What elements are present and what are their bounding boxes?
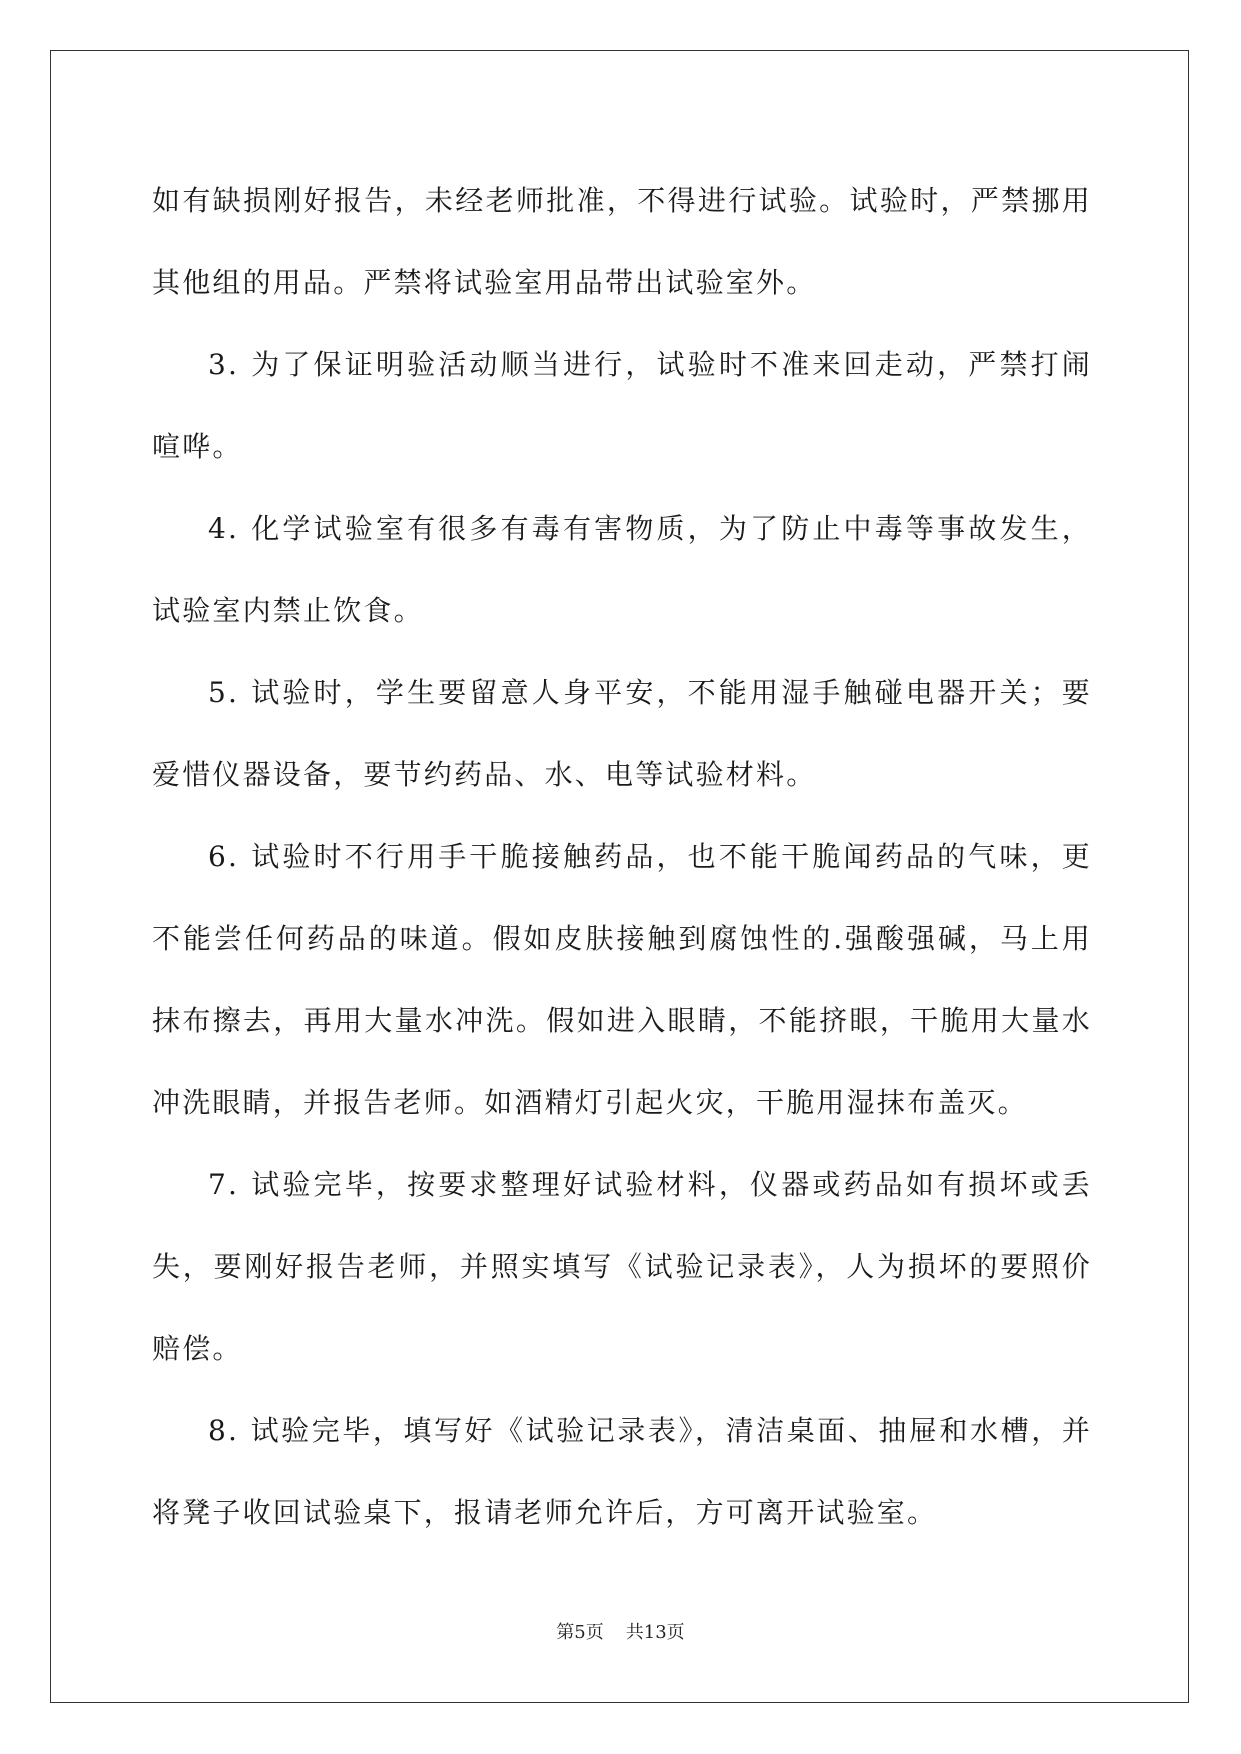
page-number: 第5页: [556, 1622, 604, 1643]
page-footer: [0, 1618, 1241, 1644]
document-body: [152, 160, 1092, 1554]
paragraph-continuation: 如有缺损刚好报告，未经老师批准，不得进行试验。试验时，严禁挪用其他组的用品。严禁将试验室用品带出试验室外。: [152, 184, 1092, 299]
page-total: 共13页: [625, 1622, 685, 1643]
paragraph-item-4: 4. 化学试验室有很多有毒有害物质，为了防止中毒等事故发生，试验室内禁止饮食。: [152, 512, 1092, 627]
paragraph-item-8: 8. 试验完毕，填写好《试验记录表》，清洁桌面、抽屉和水槽，并将凳子收回试验桌下，报请老师允许后，方可离开试验室。: [152, 1414, 1092, 1529]
paragraph-item-6: 6. 试验时不行用手干脆接触药品，也不能干脆闻药品的气味，更不能尝任何药品的味道。假如皮肤接触到腐蚀性的.强酸强碱，马上用抹布擦去，再用大量水冲洗。假如进入眼睛，不能挤眼，干脆用大量水冲洗眼睛，并报告老师。如酒精灯引起火灾，干脆用湿抹布盖灭。: [152, 840, 1092, 1119]
paragraph-item-3: 3. 为了保证明验活动顺当进行，试验时不准来回走动，严禁打闹喧哗。: [152, 348, 1092, 463]
paragraph-item-7: 7. 试验完毕，按要求整理好试验材料，仪器或药品如有损坏或丢失，要刚好报告老师，并照实填写《试验记录表》，人为损坏的要照价赔偿。: [152, 1168, 1092, 1365]
paragraph-item-5: 5. 试验时，学生要留意人身平安，不能用湿手触碰电器开关；要爱惜仪器设备，要节约药品、水、电等试验材料。: [152, 676, 1092, 791]
